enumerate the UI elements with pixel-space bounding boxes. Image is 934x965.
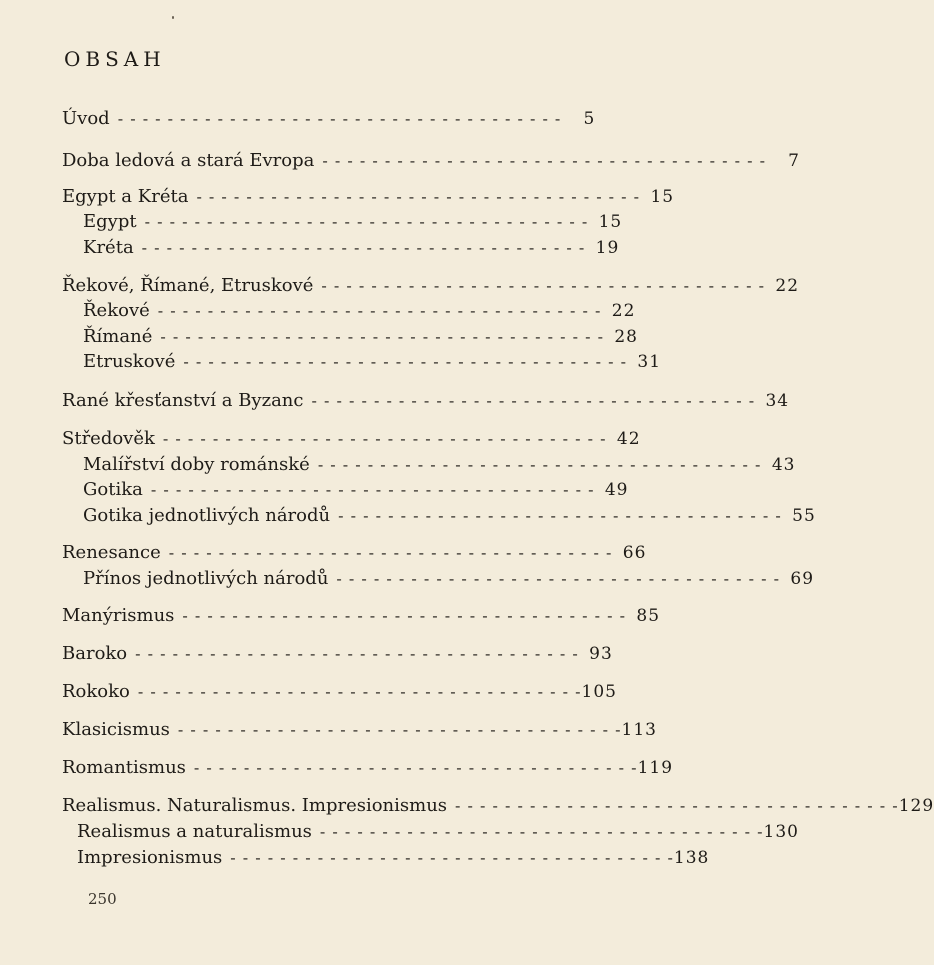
toc-entry-title: Manýrismus — [62, 605, 175, 626]
toc-entry-title: Řekové — [83, 300, 150, 321]
toc-entry-title: Malířství doby románské — [83, 454, 310, 475]
toc-entry-title: Kréta — [83, 237, 134, 258]
toc-entry-page: 49 — [604, 480, 629, 500]
page-title: OBSAH — [64, 47, 166, 71]
toc-leader-dashes: - - - - - - - - - - - - - - - - - - - - - - - - - - - - - - - - - - - - — [317, 455, 762, 474]
toc-leader-dashes: - - - - - - - - - - - - - - - - - - - - - - - - - - - - - - - - - - - - — [177, 720, 622, 739]
toc-entry-page: 28 — [614, 327, 638, 347]
toc-entry — [62, 390, 790, 411]
toc-leader-dashes: - - - - - - - - - - - - - - - - - - - - - - - - - - - - - - - - - - - - — [311, 391, 756, 410]
toc-entry — [62, 428, 641, 449]
toc-leader-dashes: - - - - - - - - - - - - - - - - - - - - - - - - - - - - - - - - - - - - — [150, 480, 595, 499]
toc-entry-title: Renesance — [62, 542, 161, 563]
toc-entry-title: Doba ledová a stará Evropa — [62, 150, 315, 171]
toc-entry-page: 22 — [775, 276, 800, 296]
toc-leader-dashes: - - - - - - - - - - - - - - - - - - - - - - - - - - - - - - - - - - - - — [182, 606, 627, 625]
toc-entry-page: 105 — [581, 682, 617, 702]
toc-entry — [83, 351, 662, 372]
toc-leader-dashes: - - - - - - - - - - - - - - - - - - - - - - - - - - - - - - - - - - - - — [144, 212, 589, 231]
toc-entry-title: Realismus a naturalismus — [77, 821, 312, 842]
toc-entry — [62, 643, 613, 664]
toc-entry-title: Rané křesťanství a Byzanc — [62, 390, 304, 411]
toc-entry-page: 119 — [637, 758, 674, 778]
toc-entry-title: Klasicismus — [62, 719, 170, 740]
toc-entry-title: Realismus. Naturalismus. Impresionismus — [62, 795, 448, 816]
toc-entry — [62, 150, 800, 171]
toc-entry — [83, 211, 623, 232]
toc-entry-page: 15 — [650, 187, 675, 207]
toc-entry-title: Romantismus — [62, 757, 186, 778]
toc-entry-page: 15 — [598, 212, 623, 232]
toc-leader-dashes: - - - - - - - - - - - - - - - - - - - - - - - - - - - - - - - - - - - - — [157, 301, 602, 320]
toc-leader-dashes: - - - - - - - - - - - - - - - - - - - - - - - - - - - - - - - - - - - - — [196, 187, 641, 206]
toc-leader-dashes: - - - - - - - - - - - - - - - - - - - - - - - - - - - - - - - - - - - - — [338, 506, 782, 525]
paper-speck — [172, 16, 174, 19]
toc-entry-page: 19 — [595, 238, 620, 258]
toc-leader-dashes: - - - - - - - - - - - - - - - - - - - - - - - - - - - - - - - - - - - - — [168, 543, 613, 562]
toc-leader-dashes: - - - - - - - - - - - - - - - - - - - - - - - - - - - - - - - - - - - - — [183, 352, 628, 371]
toc-leader-dashes: - - - - - - - - - - - - - - - - - - - - - - - - - - - - - - - - - - - - — [135, 644, 579, 663]
toc-entry — [62, 795, 934, 816]
toc-leader-dashes: - - - - - - - - - - - - - - - - - - - - - - - - - - - - - - - - - - - - — [160, 327, 604, 346]
toc-entry-title: Baroko — [62, 643, 128, 664]
toc-entry — [62, 275, 800, 296]
page-number: 250 — [88, 890, 117, 908]
toc-entry-page: 55 — [792, 506, 816, 526]
toc-entry-title: Impresionismus — [77, 847, 223, 868]
toc-leader-dashes: - - - - - - - - - - - - - - - - - - - - - - - - - - - - - - - - - - - - — [321, 276, 766, 295]
toc-entry-title: Egypt a Kréta — [62, 186, 189, 207]
toc-entry-title: Rokoko — [62, 681, 130, 702]
toc-entry — [83, 454, 796, 475]
toc-leader-dashes: - - - - - - - - - - - - - - - - - - - - - - - - - - - - - - - - - - - - — [193, 758, 638, 777]
toc-entry-page: 93 — [589, 644, 613, 664]
toc-entry-title: Etruskové — [83, 351, 176, 372]
toc-entry — [83, 237, 620, 258]
toc-entry — [77, 847, 710, 868]
toc-entry-page: 69 — [790, 569, 815, 589]
toc-leader-dashes: - - - - - - - - - - - - - - - - - - - - - - - - - - - - - - - - - - - - — [336, 569, 781, 588]
toc-leader-dashes: - - - - - - - - - - - - - - - - - - - - - - - - - - - - - - - - - - - - — [230, 848, 674, 867]
toc-entry — [62, 186, 675, 207]
toc-entry — [83, 479, 629, 500]
toc-leader-dashes: - - - - - - - - - - - - - - - - - - - - - - - - - - - - - - - - - - - - — [141, 238, 586, 257]
toc-entry-page: 66 — [622, 543, 647, 563]
toc-leader-dashes: - - - - - - - - - - - - - - - - - - - - - - - - - - - - - - - - - - - - — [455, 796, 899, 815]
toc-entry — [77, 821, 799, 842]
toc-entry — [83, 300, 636, 321]
toc-entry-page: 42 — [616, 429, 641, 449]
toc-entry — [83, 568, 815, 589]
toc-entry — [62, 719, 657, 740]
toc-entry-page: 85 — [636, 606, 661, 626]
toc-entry — [62, 681, 617, 702]
toc-entry-title: Přínos jednotlivých národů — [83, 568, 329, 589]
toc-entry-page: 113 — [621, 720, 657, 740]
toc-entry-title: Gotika — [83, 479, 143, 500]
toc-leader-dashes: - - - - - - - - - - - - - - - - - - - - - - - - - - - - - - - - - - - - — [137, 682, 582, 701]
toc-entry-title: Řekové, Římané, Etruskové — [62, 275, 314, 296]
toc-entry — [62, 605, 661, 626]
toc-entry-page: 22 — [611, 301, 636, 321]
toc-entry-page: 43 — [771, 455, 796, 475]
toc-entry — [83, 326, 638, 347]
toc-entry-page: 129 — [898, 796, 934, 816]
toc-entry-page: 5 — [583, 109, 596, 129]
toc-entry — [83, 505, 816, 526]
toc-entry-title: Římané — [83, 326, 153, 347]
toc-entry-title: Gotika jednotlivých národů — [83, 505, 331, 526]
toc-entry-page: 7 — [788, 151, 800, 171]
toc-leader-dashes: - - - - - - - - - - - - - - - - - - - - - - - - - - - - - - - - - - - - — [162, 429, 607, 448]
toc-entry-title: Úvod — [62, 108, 110, 129]
toc-entry-page: 34 — [765, 391, 790, 411]
toc-entry-title: Středověk — [62, 428, 155, 449]
toc-leader-dashes: - - - - - - - - - - - - - - - - - - - - - - - - - - - - - - - - - - - - — [322, 151, 766, 170]
toc-entry-page: 31 — [637, 352, 662, 372]
toc-entry-page: 138 — [673, 848, 710, 868]
toc-entry-title: Egypt — [83, 211, 137, 232]
toc-leader-dashes: - - - - - - - - - - - - - - - - - - - - - - - - - - - - - - - - - - - - — [319, 822, 764, 841]
toc-entry — [62, 108, 596, 129]
toc-entry-page: 130 — [763, 822, 799, 842]
toc-leader-dashes: - - - - - - - - - - - - - - - - - - - - - - - - - - - - - - - - - - - - — [117, 109, 562, 128]
toc-entry — [62, 542, 647, 563]
toc-entry — [62, 757, 674, 778]
